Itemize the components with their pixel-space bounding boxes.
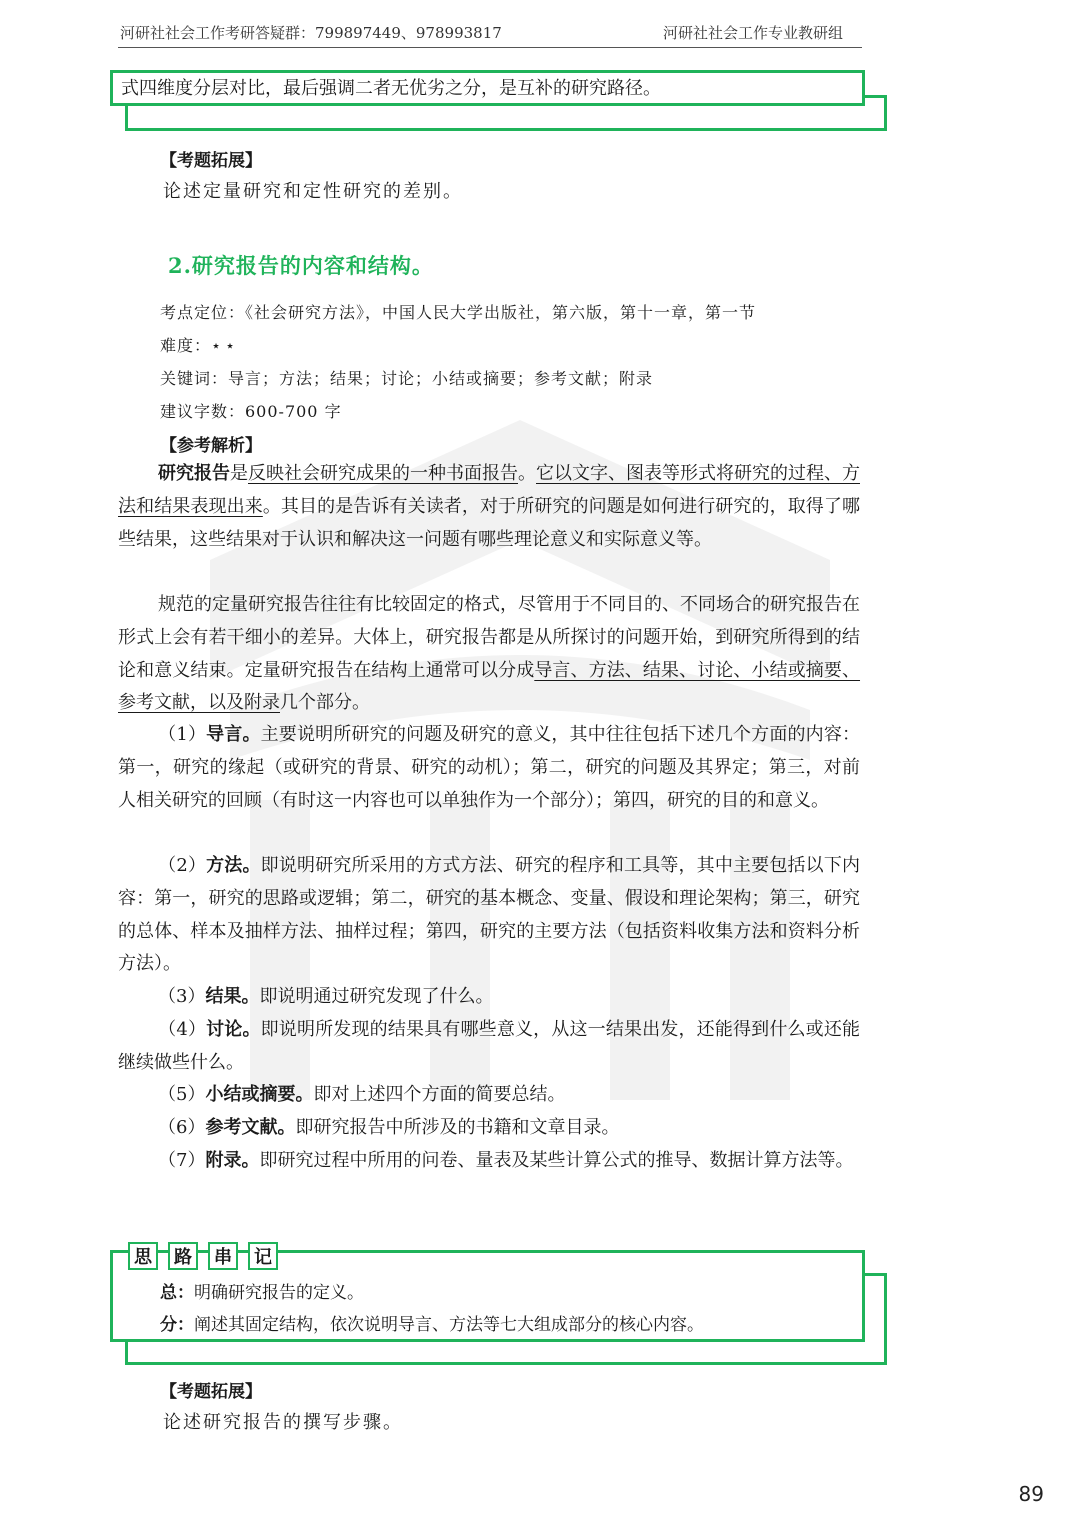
- para2-text-b: 几个部分。: [280, 692, 370, 714]
- difficulty-label: 难度：: [160, 336, 212, 355]
- item-text: 即说明通过研究发现了什么。: [259, 986, 494, 1007]
- list-item-appendix: [118, 1145, 860, 1178]
- meta-keywords: 关键词：导言；方法；结果；讨论；小结或摘要；参考文献；附录: [160, 369, 654, 388]
- summary-tag-row: [128, 1242, 278, 1270]
- section-title: 2.研究报告的内容和结构。: [168, 253, 434, 278]
- extension-text: 论述定量研究和定性研究的差别。: [163, 181, 463, 202]
- paragraph-structure: [118, 589, 860, 720]
- list-item-references: [118, 1112, 860, 1145]
- item-number: （1）: [158, 724, 207, 745]
- paragraph-definition: [118, 458, 860, 556]
- list-item-discussion: [118, 1014, 860, 1080]
- item-term: 讨论。: [206, 1019, 261, 1040]
- header-right-text: 河研社社会工作专业教研组: [663, 24, 844, 42]
- item-text: 即说明所发现的结果具有哪些意义，从这一结果出发，还能得到什么或还能继续做些什么。: [118, 1019, 861, 1073]
- list-item-results: [118, 981, 860, 1014]
- summary-overall-text: 明确研究报告的定义。: [194, 1283, 364, 1303]
- summary-line-detail: [160, 1310, 704, 1335]
- tag-char: 串: [208, 1242, 238, 1270]
- list-item-introduction: [118, 719, 860, 817]
- para1-underline-2: 它以文字、图表等形式将研究的过程、方法和结果表现出来: [118, 463, 860, 517]
- summary-overall-label: 总：: [160, 1283, 194, 1303]
- item-number: （7）: [158, 1150, 206, 1171]
- header-left-text: 河研社社会工作考研答疑群：799897449、978993817: [120, 24, 502, 42]
- summary-line-overall: [160, 1278, 364, 1303]
- meta-difficulty: [160, 333, 239, 356]
- header-divider: [118, 47, 862, 48]
- para2-underline: 导言、方法、结果、讨论、小结或摘要、参考文献，以及附录: [118, 659, 861, 714]
- tag-char: 思: [128, 1242, 158, 1270]
- top-box-frame: [110, 70, 865, 106]
- top-box-text: 式四维度分层对比，最后强调二者无优劣之分，是互补的研究路径。: [121, 78, 661, 99]
- item-number: （3）: [158, 986, 206, 1007]
- meta-location: 考点定位：《社会研究方法》，中国人民大学出版社，第六版，第十一章，第一节: [160, 303, 757, 322]
- item-term: 方法。: [206, 855, 261, 876]
- item-term: 结果。: [205, 986, 260, 1007]
- para1-rest: 。其目的是告诉有关读者，对于所研究的问题是如何进行研究的，取得了哪些结果，这些结果对于认识和解决这一问题有哪些理论意义和实际意义等。: [118, 495, 861, 550]
- list-item-summary: [118, 1079, 860, 1112]
- tag-char: 记: [248, 1242, 278, 1270]
- item-term: 参考文献。: [205, 1117, 296, 1138]
- extension-label: 【考题拓展】: [160, 151, 262, 171]
- summary-detail-label: 分：: [160, 1315, 194, 1335]
- para1-is: 是: [230, 463, 248, 484]
- item-number: （4）: [158, 1019, 207, 1040]
- item-text: 即研究报告中所涉及的书籍和文章目录。: [295, 1117, 620, 1138]
- list-item-method: [118, 850, 860, 981]
- item-text: 即对上述四个方面的简要总结。: [313, 1084, 566, 1105]
- item-term: 导言。: [206, 724, 261, 745]
- item-text: 即说明研究所采用的方式方法、研究的程序和工具等，其中主要包括以下内容：第一，研究的思路或逻辑；第二，研究的基本概念、变量、假设和理论架构；第三，研究的总体、样本及抽样方法、抽样过程；第四，研究的主要方法（包括资料收集方法和资料分析方法）。: [118, 855, 861, 975]
- item-text: 主要说明所研究的问题及研究的意义，其中往往包括下述几个方面的内容：第一，研究的缘起（或研究的背景、研究的动机）；第二，研究的问题及其界定；第三，对前人相关研究的回顾（有时这一内容也可以单独作为一个部分）；第四，研究的目的和意义。: [118, 724, 861, 811]
- item-number: （5）: [158, 1084, 206, 1105]
- analysis-label: 【参考解析】: [160, 436, 262, 456]
- item-text: 即研究过程中所用的问卷、量表及某些计算公式的推导、数据计算方法等。: [259, 1150, 854, 1171]
- extension-label: 【考题拓展】: [160, 1382, 262, 1402]
- tag-char: 路: [168, 1242, 198, 1270]
- para1-underline-1: 反映社会研究成果的一种书面报告: [248, 463, 518, 484]
- term-research-report: 研究报告: [158, 463, 230, 484]
- meta-word-count: 建议字数：600-700 字: [160, 402, 342, 421]
- extension-text: 论述研究报告的撰写步骤。: [163, 1412, 403, 1433]
- item-number: （2）: [158, 855, 207, 876]
- summary-detail-text: 阐述其固定结构，依次说明导言、方法等七大组成部分的核心内容。: [194, 1315, 704, 1335]
- item-term: 小结或摘要。: [205, 1084, 314, 1105]
- para1-dot: 。: [518, 463, 536, 484]
- page-number: 89: [1018, 1482, 1044, 1506]
- item-number: （6）: [158, 1117, 206, 1138]
- item-term: 附录。: [205, 1150, 260, 1171]
- difficulty-stars-icon: ⋆⋆: [211, 336, 240, 355]
- para2-text-a: 规范的定量研究报告往往有比较固定的格式，尽管用于不同目的、不同场合的研究报告在形式上会有若干细小的差异。大体上，研究报告都是从所探讨的问题开始，到研究所得到的结论和意义结束。定量研究报告在结构上通常可以分成: [118, 594, 860, 681]
